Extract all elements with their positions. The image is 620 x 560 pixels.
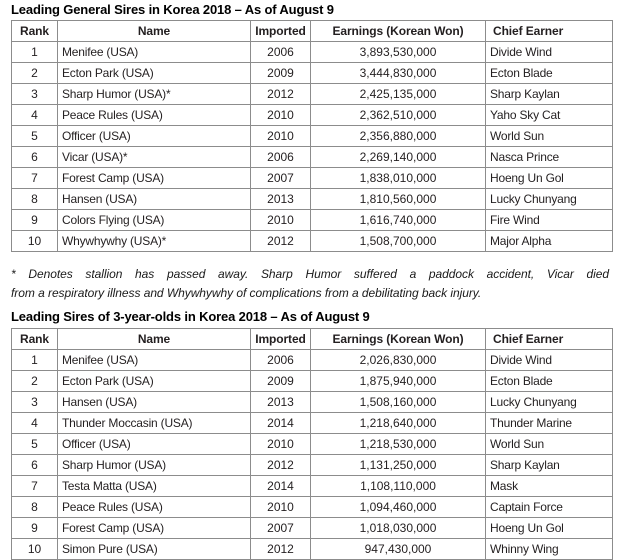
cell-name: Simon Pure (USA) [58,539,251,560]
cell-chief-earner: Fire Wind [486,210,613,231]
table-row [12,63,613,84]
cell-rank: 2 [12,371,58,392]
table-row [12,518,613,539]
table-row [12,105,613,126]
cell-earnings: 2,026,830,000 [311,350,486,371]
cell-earnings: 1,875,940,000 [311,371,486,392]
cell-imported: 2010 [251,434,311,455]
cell-chief-earner: Captain Force [486,497,613,518]
table-row [12,497,613,518]
cell-earnings: 1,508,700,000 [311,231,486,252]
cell-earnings: 947,430,000 [311,539,486,560]
column-header-imported: Imported [251,21,311,42]
table-header-general-sires [12,21,613,42]
cell-rank: 7 [12,168,58,189]
column-header-name: Name [58,329,251,350]
cell-imported: 2010 [251,210,311,231]
cell-rank: 4 [12,105,58,126]
column-header-rank: Rank [12,21,58,42]
table-3yo-sires [11,328,613,560]
cell-imported: 2006 [251,147,311,168]
cell-chief-earner: Mask [486,476,613,497]
table-row [12,147,613,168]
cell-chief-earner: Lucky Chunyang [486,392,613,413]
cell-rank: 6 [12,147,58,168]
table-row [12,455,613,476]
table-row [12,392,613,413]
cell-name: Officer (USA) [58,434,251,455]
table-row [12,539,613,560]
cell-name: Sharp Humor (USA)* [58,84,251,105]
cell-imported: 2012 [251,539,311,560]
cell-imported: 2013 [251,189,311,210]
column-header-rank: Rank [12,329,58,350]
cell-name: Thunder Moccasin (USA) [58,413,251,434]
cell-imported: 2013 [251,392,311,413]
cell-rank: 7 [12,476,58,497]
cell-name: Peace Rules (USA) [58,105,251,126]
cell-chief-earner: Yaho Sky Cat [486,105,613,126]
cell-chief-earner: Divide Wind [486,42,613,63]
cell-name: Sharp Humor (USA) [58,455,251,476]
cell-chief-earner: Thunder Marine [486,413,613,434]
page-title-general-sires: Leading General Sires in Korea 2018 – As of August 9 [11,2,334,17]
cell-name: Peace Rules (USA) [58,497,251,518]
cell-name: Officer (USA) [58,126,251,147]
cell-name: Ecton Park (USA) [58,63,251,84]
cell-rank: 5 [12,126,58,147]
table-row [12,350,613,371]
cell-rank: 3 [12,84,58,105]
cell-name: Whywhywhy (USA)* [58,231,251,252]
cell-chief-earner: Hoeng Un Gol [486,168,613,189]
table-row [12,434,613,455]
cell-earnings: 1,018,030,000 [311,518,486,539]
column-header-name: Name [58,21,251,42]
table-body-general-sires [12,42,613,252]
cell-chief-earner: World Sun [486,126,613,147]
cell-earnings: 1,108,110,000 [311,476,486,497]
cell-imported: 2006 [251,42,311,63]
cell-earnings: 2,362,510,000 [311,105,486,126]
cell-earnings: 1,838,010,000 [311,168,486,189]
table-row [12,84,613,105]
cell-imported: 2009 [251,371,311,392]
cell-imported: 2007 [251,518,311,539]
column-header-chief-earner: Chief Earner [486,329,613,350]
cell-imported: 2010 [251,497,311,518]
table-row [12,413,613,434]
table-header-row [12,21,613,42]
cell-rank: 2 [12,63,58,84]
cell-rank: 10 [12,231,58,252]
table-body-3yo-sires [12,350,613,560]
cell-name: Ecton Park (USA) [58,371,251,392]
table-general-sires [11,20,613,252]
cell-earnings: 2,425,135,000 [311,84,486,105]
cell-earnings: 1,218,530,000 [311,434,486,455]
page-title-3yo-sires: Leading Sires of 3-year-olds in Korea 2018 – As of August 9 [11,309,370,324]
cell-earnings: 2,269,140,000 [311,147,486,168]
cell-name: Menifee (USA) [58,350,251,371]
cell-rank: 6 [12,455,58,476]
cell-rank: 1 [12,350,58,371]
cell-chief-earner: Ecton Blade [486,63,613,84]
cell-name: Hansen (USA) [58,392,251,413]
cell-chief-earner: World Sun [486,434,613,455]
footnote-line-2: from a respiratory illness and Whywhywhy of complications from a debilitating back injury. [11,286,482,300]
cell-name: Forest Camp (USA) [58,168,251,189]
cell-chief-earner: Hoeng Un Gol [486,518,613,539]
cell-earnings: 3,893,530,000 [311,42,486,63]
cell-rank: 1 [12,42,58,63]
cell-name: Testa Matta (USA) [58,476,251,497]
cell-chief-earner: Major Alpha [486,231,613,252]
cell-earnings: 2,356,880,000 [311,126,486,147]
cell-rank: 8 [12,189,58,210]
cell-earnings: 3,444,830,000 [311,63,486,84]
cell-name: Hansen (USA) [58,189,251,210]
table-header-3yo-sires [12,329,613,350]
table-row [12,476,613,497]
column-header-earnings: Earnings (Korean Won) [311,329,486,350]
cell-earnings: 1,616,740,000 [311,210,486,231]
column-header-imported: Imported [251,329,311,350]
table-row [12,371,613,392]
cell-imported: 2009 [251,63,311,84]
cell-chief-earner: Sharp Kaylan [486,455,613,476]
cell-chief-earner: Sharp Kaylan [486,84,613,105]
cell-rank: 9 [12,518,58,539]
table-row [12,231,613,252]
cell-rank: 10 [12,539,58,560]
cell-imported: 2010 [251,126,311,147]
cell-earnings: 1,508,160,000 [311,392,486,413]
cell-rank: 5 [12,434,58,455]
cell-imported: 2012 [251,231,311,252]
cell-earnings: 1,218,640,000 [311,413,486,434]
cell-imported: 2007 [251,168,311,189]
table-row [12,210,613,231]
cell-rank: 9 [12,210,58,231]
cell-imported: 2012 [251,455,311,476]
cell-name: Vicar (USA)* [58,147,251,168]
cell-chief-earner: Ecton Blade [486,371,613,392]
table-header-row [12,329,613,350]
cell-imported: 2006 [251,350,311,371]
footnote-line-1: * Denotes stallion has passed away. Sharp Humor suffered a paddock accident, Vicar died [11,267,609,281]
table-row [12,126,613,147]
cell-imported: 2010 [251,105,311,126]
table-row [12,42,613,63]
cell-chief-earner: Divide Wind [486,350,613,371]
cell-earnings: 1,094,460,000 [311,497,486,518]
table-row [12,189,613,210]
cell-earnings: 1,810,560,000 [311,189,486,210]
table-row [12,168,613,189]
cell-name: Menifee (USA) [58,42,251,63]
cell-rank: 4 [12,413,58,434]
footnote-deceased-stallions [11,252,609,305]
column-header-chief-earner: Chief Earner [486,21,613,42]
column-header-earnings: Earnings (Korean Won) [311,21,486,42]
cell-name: Forest Camp (USA) [58,518,251,539]
cell-earnings: 1,131,250,000 [311,455,486,476]
cell-chief-earner: Nasca Prince [486,147,613,168]
cell-chief-earner: Lucky Chunyang [486,189,613,210]
cell-name: Colors Flying (USA) [58,210,251,231]
cell-imported: 2012 [251,84,311,105]
cell-imported: 2014 [251,413,311,434]
cell-rank: 3 [12,392,58,413]
cell-imported: 2014 [251,476,311,497]
cell-rank: 8 [12,497,58,518]
cell-chief-earner: Whinny Wing [486,539,613,560]
